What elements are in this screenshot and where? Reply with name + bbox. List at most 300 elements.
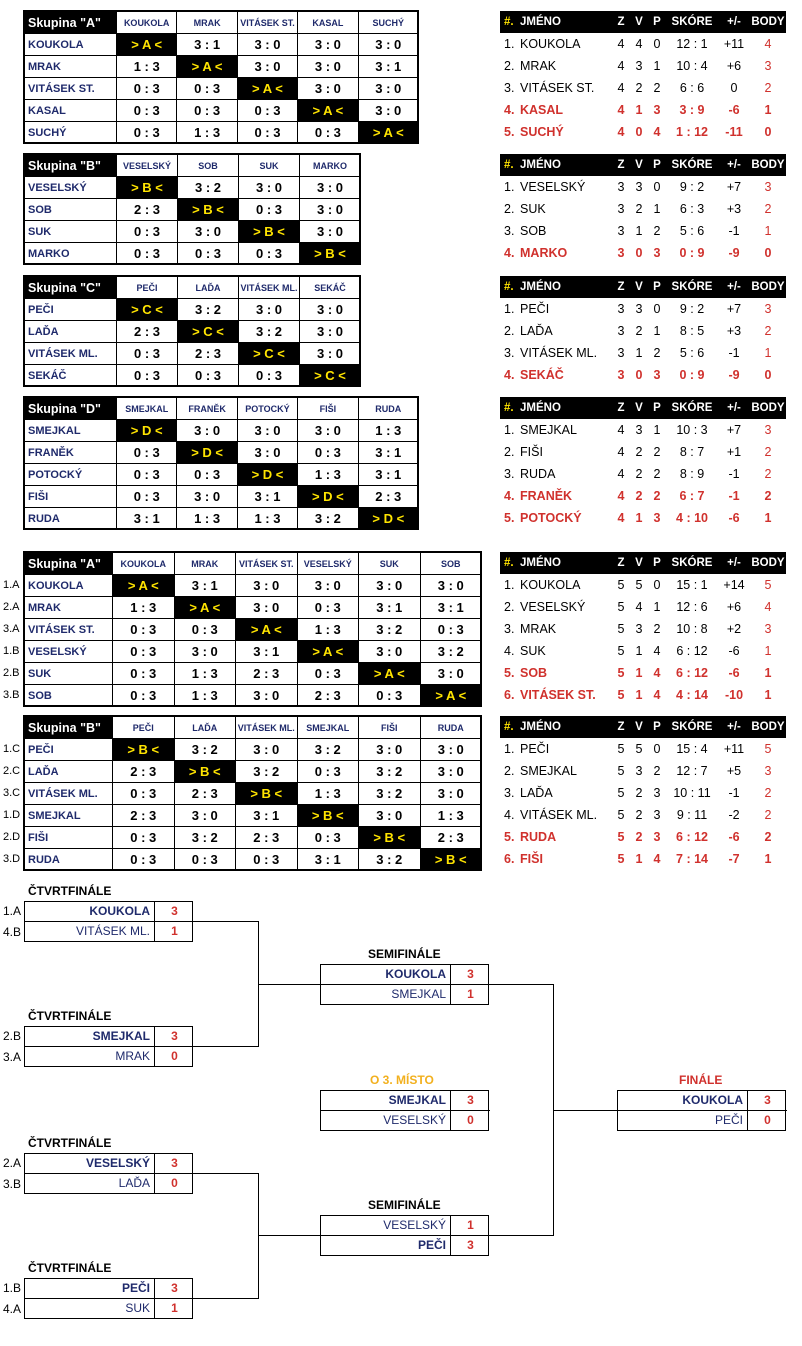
column-header: SMEJKAL bbox=[117, 398, 177, 420]
standings-diff: -6 bbox=[728, 644, 740, 658]
standings-diff: -6 bbox=[728, 511, 740, 525]
standings-row bbox=[500, 662, 786, 684]
score-cell: 3 : 2 bbox=[239, 321, 300, 343]
standings-row bbox=[500, 55, 786, 77]
score-cell: 0 : 3 bbox=[117, 243, 178, 265]
match-row bbox=[618, 1111, 787, 1131]
score-cell: 3 : 0 bbox=[359, 575, 421, 597]
column-header: VITÁSEK ST. bbox=[236, 553, 298, 575]
standings-score: 10 : 3 bbox=[676, 423, 708, 437]
standings-score: 3 : 9 bbox=[679, 103, 705, 117]
row-player-name: PEČI bbox=[25, 299, 117, 321]
standings-z: 5 bbox=[617, 666, 625, 680]
standings-z: 3 bbox=[617, 202, 625, 216]
standings-v: 2 bbox=[635, 830, 643, 844]
player-name: LAĎA bbox=[25, 1174, 155, 1194]
standings-name: VITÁSEK ML. bbox=[520, 808, 598, 822]
standings-pos: 2. bbox=[504, 600, 515, 614]
score-cell: 0 : 3 bbox=[113, 641, 175, 663]
match-row bbox=[618, 1091, 787, 1111]
bracket-line bbox=[489, 984, 553, 985]
score-cell: 0 : 3 bbox=[117, 343, 178, 365]
match-row bbox=[25, 1279, 194, 1299]
standings-score: 9 : 2 bbox=[679, 180, 705, 194]
standings-pts: 2 bbox=[764, 324, 772, 338]
score-cell: 3 : 0 bbox=[358, 100, 418, 122]
standings-pts: 1 bbox=[764, 103, 772, 117]
score-cell: 3 : 0 bbox=[420, 575, 482, 597]
standings-diff: +7 bbox=[726, 423, 742, 437]
seed-label: 3.A bbox=[3, 623, 20, 635]
standings-p: 4 bbox=[653, 852, 661, 866]
standings-pts: 5 bbox=[764, 742, 772, 756]
diagonal-cell: > D < bbox=[177, 442, 237, 464]
standings-diff: -7 bbox=[728, 852, 740, 866]
group-title: Skupina "A" bbox=[25, 12, 117, 34]
diagonal-cell: > B < bbox=[178, 199, 239, 221]
score-cell: 0 : 3 bbox=[174, 849, 236, 871]
standings-name: MARKO bbox=[520, 246, 568, 260]
column-header: SUK bbox=[239, 155, 300, 177]
column-header: KASAL bbox=[298, 12, 358, 34]
standings-pts: 0 bbox=[764, 246, 772, 260]
bracket-line bbox=[489, 1235, 554, 1236]
standings-header-score: SKÓRE bbox=[666, 11, 718, 33]
standings-diff: -1 bbox=[728, 224, 740, 238]
bracket-line bbox=[193, 1298, 259, 1299]
group-title: Skupina "B" bbox=[25, 155, 117, 177]
standings-diff: +6 bbox=[726, 600, 742, 614]
standings-pts: 1 bbox=[764, 346, 772, 360]
score-cell: 3 : 0 bbox=[298, 34, 358, 56]
standings-score: 0 : 9 bbox=[679, 368, 705, 382]
standings-v: 0 bbox=[635, 125, 643, 139]
standings-diff: -9 bbox=[728, 368, 740, 382]
score-cell: 3 : 2 bbox=[359, 783, 421, 805]
standings-z: 4 bbox=[617, 511, 625, 525]
standings-header-v: V bbox=[630, 397, 648, 419]
diagonal-cell: > B < bbox=[300, 243, 361, 265]
standings-header-p: P bbox=[648, 154, 666, 176]
score-cell: 0 : 3 bbox=[117, 486, 177, 508]
standings-header-z: Z bbox=[612, 276, 630, 298]
standings-name: SOB bbox=[520, 224, 547, 238]
diagonal-cell: > A < bbox=[420, 685, 482, 707]
column-header: SOB bbox=[420, 553, 482, 575]
score-cell: 3 : 0 bbox=[298, 78, 358, 100]
match-row bbox=[321, 1091, 490, 1111]
column-header: LAĎA bbox=[178, 277, 239, 299]
diagonal-cell: > B < bbox=[239, 221, 300, 243]
score-cell: 3 : 1 bbox=[236, 805, 298, 827]
quarterfinal-match bbox=[24, 1026, 193, 1067]
standings-header-pts: BODY bbox=[750, 716, 786, 738]
standings-v: 5 bbox=[635, 742, 643, 756]
score-cell: 3 : 2 bbox=[174, 739, 236, 761]
standings-table-4 bbox=[500, 552, 786, 706]
standings-header bbox=[500, 276, 786, 298]
standings-row bbox=[500, 804, 786, 826]
seed-label: 1.B bbox=[3, 645, 20, 657]
standings-header-z: Z bbox=[612, 552, 630, 574]
standings-score: 9 : 11 bbox=[676, 808, 708, 822]
standings-header-diff: +/- bbox=[718, 397, 750, 419]
match-row bbox=[321, 1216, 490, 1236]
standings-z: 3 bbox=[617, 302, 625, 316]
standings-row bbox=[500, 574, 786, 596]
standings-p: 3 bbox=[653, 808, 661, 822]
score-cell: 0 : 3 bbox=[177, 464, 237, 486]
standings-pts: 3 bbox=[764, 764, 772, 778]
standings-v: 2 bbox=[635, 324, 643, 338]
standings-pts: 0 bbox=[764, 368, 772, 382]
score-cell: 3 : 1 bbox=[174, 575, 236, 597]
standings-z: 5 bbox=[617, 578, 625, 592]
standings-p: 3 bbox=[653, 830, 661, 844]
standings-header-v: V bbox=[630, 552, 648, 574]
seed-label: 2.B bbox=[3, 1029, 22, 1043]
diagonal-cell: > B < bbox=[420, 849, 482, 871]
standings-name: PEČI bbox=[520, 302, 550, 316]
diagonal-cell: > C < bbox=[117, 299, 178, 321]
match-row bbox=[25, 1154, 194, 1174]
standings-pts: 1 bbox=[764, 644, 772, 658]
standings-score: 12 : 1 bbox=[676, 37, 708, 51]
standings-pos: 1. bbox=[504, 180, 515, 194]
player-name: SMEJKAL bbox=[321, 1091, 451, 1111]
standings-diff: +14 bbox=[723, 578, 745, 592]
standings-pos: 1. bbox=[504, 37, 515, 51]
diagonal-cell: > B < bbox=[113, 739, 175, 761]
standings-row bbox=[500, 99, 786, 121]
standings-row bbox=[500, 684, 786, 706]
standings-row bbox=[500, 298, 786, 320]
standings-pos: 4. bbox=[504, 368, 515, 382]
score-cell: 0 : 3 bbox=[297, 663, 359, 685]
standings-row bbox=[500, 782, 786, 804]
standings-row bbox=[500, 242, 786, 264]
score-cell: 3 : 1 bbox=[236, 641, 298, 663]
standings-header-name: JMÉNO bbox=[518, 716, 612, 738]
player-score: 3 bbox=[467, 1093, 474, 1107]
final-label: FINÁLE bbox=[679, 1073, 723, 1087]
seed-label: 1.A bbox=[3, 579, 20, 591]
standings-score: 12 : 7 bbox=[676, 764, 708, 778]
standings-row bbox=[500, 419, 786, 441]
standings-row bbox=[500, 33, 786, 55]
player-score: 1 bbox=[467, 1218, 474, 1232]
standings-row bbox=[500, 738, 786, 760]
standings-score: 4 : 14 bbox=[676, 688, 708, 702]
standings-score: 10 : 4 bbox=[676, 59, 708, 73]
score-cell: 0 : 3 bbox=[113, 783, 175, 805]
diagonal-cell: > A < bbox=[113, 575, 175, 597]
standings-diff: +11 bbox=[723, 37, 745, 51]
standings-p: 2 bbox=[653, 489, 661, 503]
standings-pos: 3. bbox=[504, 81, 515, 95]
standings-v: 0 bbox=[635, 246, 643, 260]
standings-z: 5 bbox=[617, 622, 625, 636]
standings-name: LAĎA bbox=[520, 786, 553, 800]
standings-diff: +3 bbox=[726, 324, 742, 338]
standings-v: 2 bbox=[635, 202, 643, 216]
player-score: 0 bbox=[171, 1049, 178, 1063]
score-cell: 0 : 3 bbox=[420, 619, 482, 641]
score-cell: 3 : 0 bbox=[239, 177, 300, 199]
standings-p: 0 bbox=[653, 578, 661, 592]
player-score: 3 bbox=[467, 967, 474, 981]
standings-score: 1 : 12 bbox=[676, 125, 708, 139]
standings-pos: 4. bbox=[504, 808, 515, 822]
score-cell: 0 : 3 bbox=[297, 827, 359, 849]
standings-header bbox=[500, 716, 786, 738]
standings-z: 3 bbox=[617, 180, 625, 194]
standings-pts: 2 bbox=[764, 489, 772, 503]
diagonal-cell: > D < bbox=[298, 486, 358, 508]
bracket-line bbox=[193, 921, 258, 922]
score-cell: 0 : 3 bbox=[297, 761, 359, 783]
seed-label: 3.D bbox=[3, 853, 21, 865]
score-cell: 2 : 3 bbox=[236, 827, 298, 849]
standings-p: 2 bbox=[653, 467, 661, 481]
standings-diff: +2 bbox=[726, 622, 742, 636]
score-cell: 1 : 3 bbox=[237, 508, 297, 530]
standings-row bbox=[500, 441, 786, 463]
standings-diff: -6 bbox=[728, 830, 740, 844]
standings-header-name: JMÉNO bbox=[518, 552, 612, 574]
standings-header-pos: #. bbox=[500, 716, 518, 738]
standings-v: 3 bbox=[635, 622, 643, 636]
score-cell: 3 : 0 bbox=[298, 420, 358, 442]
standings-p: 3 bbox=[653, 786, 661, 800]
standings-z: 5 bbox=[617, 764, 625, 778]
column-header: SOB bbox=[178, 155, 239, 177]
standings-name: VESELSKÝ bbox=[520, 180, 586, 194]
score-cell: 3 : 0 bbox=[237, 442, 297, 464]
standings-score: 4 : 10 bbox=[676, 511, 708, 525]
standings-v: 2 bbox=[635, 445, 643, 459]
score-cell: 0 : 3 bbox=[117, 122, 177, 144]
standings-score: 6 : 6 bbox=[679, 81, 705, 95]
group-frame bbox=[23, 396, 419, 530]
standings-z: 3 bbox=[617, 246, 625, 260]
standings-diff: -9 bbox=[728, 246, 740, 260]
standings-header-diff: +/- bbox=[718, 11, 750, 33]
standings-z: 4 bbox=[617, 103, 625, 117]
row-player-name: VESELSKÝ bbox=[25, 177, 117, 199]
player-score: 3 bbox=[171, 904, 178, 918]
standings-z: 4 bbox=[617, 37, 625, 51]
score-cell: 3 : 0 bbox=[300, 321, 361, 343]
row-player-name: MRAK bbox=[25, 56, 117, 78]
score-cell: 0 : 3 bbox=[117, 442, 177, 464]
score-cell: 0 : 3 bbox=[239, 365, 300, 387]
row-player-name: FIŠI bbox=[25, 827, 113, 849]
score-cell: 3 : 2 bbox=[420, 641, 482, 663]
standings-score: 12 : 6 bbox=[676, 600, 708, 614]
quarterfinal-label: ČTVRTFINÁLE bbox=[28, 1009, 112, 1023]
semifinal-label: SEMIFINÁLE bbox=[368, 947, 441, 961]
score-cell: 3 : 0 bbox=[237, 420, 297, 442]
standings-row bbox=[500, 507, 786, 529]
standings-header-score: SKÓRE bbox=[666, 154, 718, 176]
standings-z: 4 bbox=[617, 467, 625, 481]
score-cell: 3 : 0 bbox=[420, 783, 482, 805]
seed-label: 3.A bbox=[3, 1050, 22, 1064]
standings-header bbox=[500, 11, 786, 33]
column-header: FRANĚK bbox=[177, 398, 237, 420]
score-cell: 0 : 3 bbox=[178, 243, 239, 265]
diagonal-cell: > D < bbox=[358, 508, 418, 530]
score-cell: 3 : 2 bbox=[236, 761, 298, 783]
row-player-name: VITÁSEK ST. bbox=[25, 78, 117, 100]
standings-score: 6 : 3 bbox=[679, 202, 705, 216]
score-cell: 3 : 0 bbox=[358, 34, 418, 56]
row-player-name: SUK bbox=[25, 663, 113, 685]
diagonal-cell: > C < bbox=[239, 343, 300, 365]
score-cell: 2 : 3 bbox=[236, 663, 298, 685]
standings-header-diff: +/- bbox=[718, 552, 750, 574]
standings-z: 4 bbox=[617, 423, 625, 437]
score-cell: 3 : 1 bbox=[359, 597, 421, 619]
standings-pos: 5. bbox=[504, 511, 515, 525]
score-cell: 3 : 0 bbox=[300, 177, 361, 199]
standings-p: 2 bbox=[653, 81, 661, 95]
row-player-name: RUDA bbox=[25, 508, 117, 530]
row-player-name: MRAK bbox=[25, 597, 113, 619]
diagonal-cell: > D < bbox=[117, 420, 177, 442]
standings-pos: 4. bbox=[504, 103, 515, 117]
standings-z: 4 bbox=[617, 445, 625, 459]
column-header: SUK bbox=[359, 553, 421, 575]
standings-pos: 3. bbox=[504, 467, 515, 481]
column-header: LAĎA bbox=[174, 717, 236, 739]
standings-v: 1 bbox=[635, 688, 643, 702]
standings-table-3 bbox=[500, 397, 786, 529]
standings-table-5 bbox=[500, 716, 786, 870]
standings-header-pts: BODY bbox=[750, 552, 786, 574]
standings-score: 5 : 6 bbox=[679, 346, 705, 360]
score-cell: 1 : 3 bbox=[298, 464, 358, 486]
diagonal-cell: > B < bbox=[297, 805, 359, 827]
diagonal-cell: > C < bbox=[178, 321, 239, 343]
standings-name: FIŠI bbox=[520, 445, 543, 459]
row-player-name: POTOCKÝ bbox=[25, 464, 117, 486]
standings-row bbox=[500, 596, 786, 618]
standings-v: 3 bbox=[635, 302, 643, 316]
standings-p: 1 bbox=[653, 59, 661, 73]
diagonal-cell: > B < bbox=[174, 761, 236, 783]
standings-pts: 3 bbox=[764, 423, 772, 437]
player-name: KOUKOLA bbox=[321, 965, 451, 985]
match-row bbox=[321, 985, 490, 1005]
standings-z: 5 bbox=[617, 830, 625, 844]
standings-pts: 2 bbox=[764, 467, 772, 481]
standings-header-p: P bbox=[648, 716, 666, 738]
score-cell: 0 : 3 bbox=[359, 685, 421, 707]
score-cell: 0 : 3 bbox=[113, 663, 175, 685]
player-name: PEČI bbox=[321, 1236, 451, 1256]
seed-label: 3.B bbox=[3, 689, 20, 701]
standings-pos: 6. bbox=[504, 852, 515, 866]
standings-row bbox=[500, 342, 786, 364]
standings-p: 0 bbox=[653, 742, 661, 756]
score-cell: 0 : 3 bbox=[174, 619, 236, 641]
standings-p: 4 bbox=[653, 125, 661, 139]
diagonal-cell: > B < bbox=[117, 177, 178, 199]
score-cell: 3 : 0 bbox=[359, 641, 421, 663]
seed-label: 1.C bbox=[3, 743, 21, 755]
standings-name: SEKÁČ bbox=[520, 368, 564, 382]
column-header: FIŠI bbox=[298, 398, 358, 420]
standings-pts: 4 bbox=[764, 37, 772, 51]
standings-pts: 1 bbox=[764, 511, 772, 525]
standings-p: 1 bbox=[653, 423, 661, 437]
score-cell: 2 : 3 bbox=[420, 827, 482, 849]
standings-header-pts: BODY bbox=[750, 154, 786, 176]
group-title: Skupina "A" bbox=[25, 553, 113, 575]
standings-z: 3 bbox=[617, 368, 625, 382]
standings-v: 1 bbox=[635, 103, 643, 117]
standings-diff: -2 bbox=[728, 808, 740, 822]
standings-score: 5 : 6 bbox=[679, 224, 705, 238]
player-score: 0 bbox=[171, 1176, 178, 1190]
standings-v: 0 bbox=[635, 368, 643, 382]
diagonal-cell: > A < bbox=[237, 78, 297, 100]
match-row bbox=[25, 1174, 194, 1194]
standings-p: 2 bbox=[653, 622, 661, 636]
row-player-name: KOUKOLA bbox=[25, 575, 113, 597]
score-cell: 2 : 3 bbox=[117, 199, 178, 221]
standings-header-score: SKÓRE bbox=[666, 397, 718, 419]
group-frame bbox=[23, 275, 361, 387]
score-cell: 3 : 0 bbox=[300, 199, 361, 221]
column-header: MRAK bbox=[174, 553, 236, 575]
row-player-name: VITÁSEK ML. bbox=[25, 343, 117, 365]
score-cell: 3 : 1 bbox=[177, 34, 237, 56]
standings-z: 5 bbox=[617, 600, 625, 614]
standings-row bbox=[500, 826, 786, 848]
standings-row bbox=[500, 176, 786, 198]
standings-header-p: P bbox=[648, 11, 666, 33]
standings-row bbox=[500, 463, 786, 485]
standings-header-pos: #. bbox=[500, 11, 518, 33]
standings-pos: 5. bbox=[504, 830, 515, 844]
quarterfinal-label: ČTVRTFINÁLE bbox=[28, 1136, 112, 1150]
standings-v: 2 bbox=[635, 786, 643, 800]
standings-pts: 2 bbox=[764, 445, 772, 459]
score-cell: 3 : 0 bbox=[236, 575, 298, 597]
group-title: Skupina "C" bbox=[25, 277, 117, 299]
group-title: Skupina "B" bbox=[25, 717, 113, 739]
row-player-name: VITÁSEK ST. bbox=[25, 619, 113, 641]
standings-p: 0 bbox=[653, 302, 661, 316]
diagonal-cell: > A < bbox=[177, 56, 237, 78]
score-cell: 3 : 0 bbox=[420, 663, 482, 685]
standings-z: 5 bbox=[617, 852, 625, 866]
final-match bbox=[617, 1090, 786, 1131]
third-place-label: O 3. MÍSTO bbox=[370, 1073, 434, 1087]
player-score: 1 bbox=[171, 1301, 178, 1315]
seed-label: 2.A bbox=[3, 1156, 22, 1170]
column-header: POTOCKÝ bbox=[237, 398, 297, 420]
match-row bbox=[321, 1236, 490, 1256]
standings-pts: 0 bbox=[764, 125, 772, 139]
standings-name: RUDA bbox=[520, 467, 556, 481]
score-cell: 1 : 3 bbox=[117, 56, 177, 78]
standings-diff: 0 bbox=[730, 81, 738, 95]
score-cell: 3 : 0 bbox=[420, 739, 482, 761]
